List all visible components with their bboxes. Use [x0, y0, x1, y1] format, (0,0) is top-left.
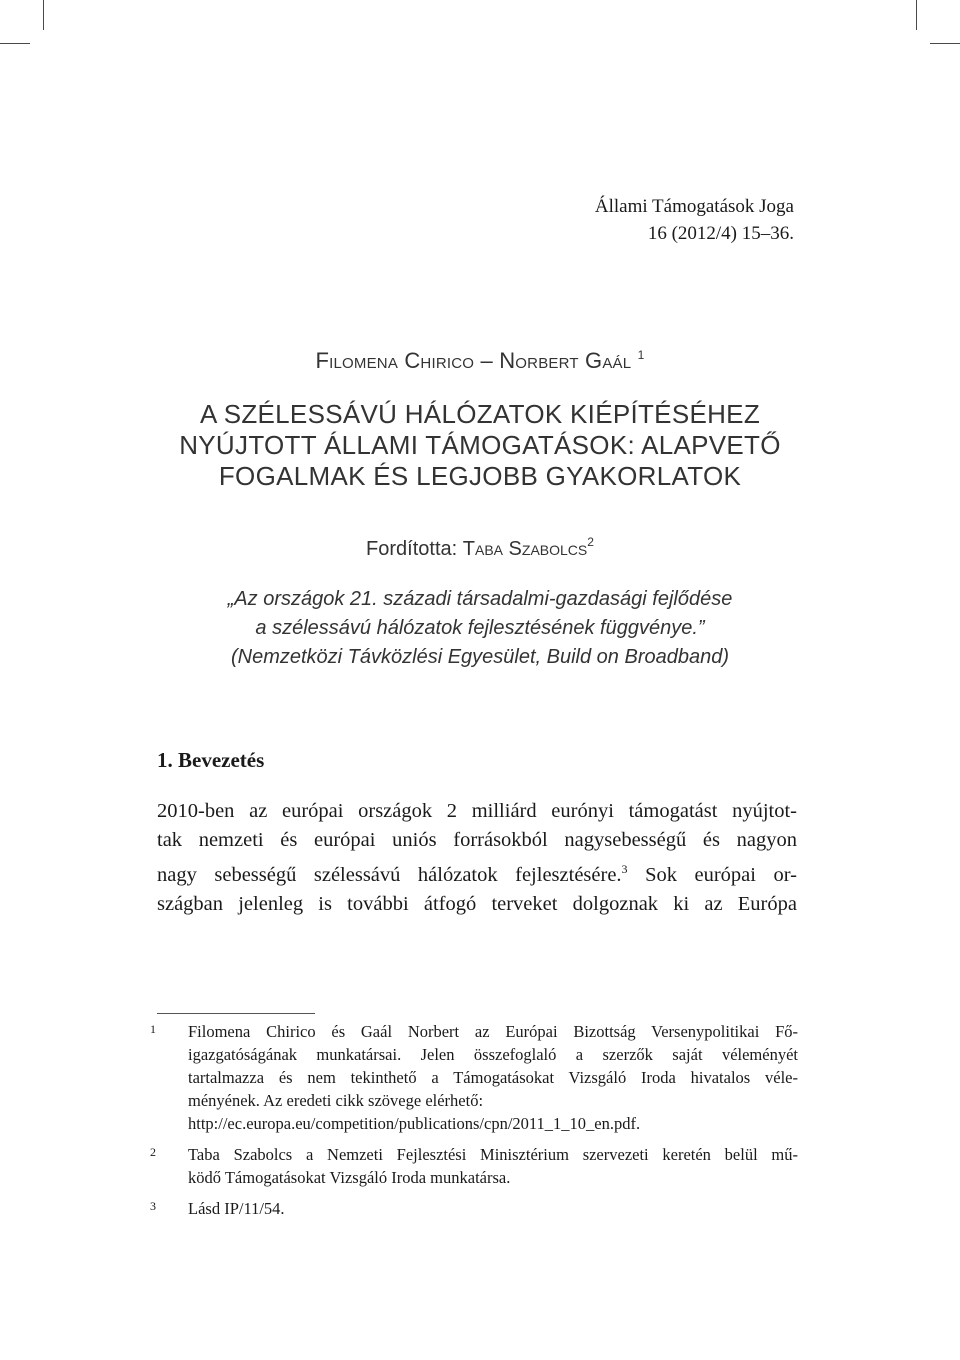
journal-name: Állami Támogatások Joga [594, 196, 794, 217]
body-line: szágban jelenleg is további átfogó terveket dolgoznak ki az Európa [157, 893, 797, 915]
epigraph [0, 585, 960, 672]
section-body [157, 797, 797, 919]
footnote-3 [150, 1197, 798, 1220]
footnote-number: 2 [150, 1145, 156, 1159]
author-second: Norbert Gaál [499, 348, 632, 373]
footnote-line: tartalmazza és nem tekinthető a Támogatásokat Vizsgáló Iroda hivatalos véle- [188, 1068, 798, 1087]
body-line-with-ref [157, 855, 797, 890]
title-line: FOGALMAK ÉS LEGJOBB GYAKORLATOK [218, 461, 742, 491]
title-line: NYÚJTOTT ÁLLAMI TÁMOGATÁSOK: ALAPVETŐ [179, 430, 781, 460]
body-line-tail: Sok európai or- [627, 864, 797, 886]
footnote-number: 1 [150, 1022, 156, 1036]
footnote-line: igazgatóságának munkatársai. Jelen összefoglaló a szerzők saját véleményét [188, 1045, 798, 1064]
translator-line [0, 535, 960, 561]
journal-header [595, 193, 794, 247]
title-line: A SZÉLESSÁVÚ HÁLÓZATOK KIÉPÍTÉSÉHEZ [199, 399, 761, 429]
section-heading: 1. Bevezetés [157, 748, 265, 772]
epigraph-line: a szélessávú hálózatok fejlesztésének függvénye.” [255, 617, 705, 639]
epigraph-line: „Az országok 21. századi társadalmi-gazdasági fejlődése [227, 588, 733, 610]
footnote-rule [157, 1013, 315, 1014]
author-footnote-ref: 1 [637, 348, 645, 362]
crop-mark-top-right-horizontal [930, 43, 960, 44]
footnotes [150, 1020, 798, 1228]
epigraph-source: (Nemzetközi Távközlési Egyesület, Build on Broadband) [230, 646, 730, 668]
author-first: Filomena Chirico [315, 348, 475, 373]
body-line-text: nagy sebességű szélessávú hálózatok fejlesztésére. [157, 864, 622, 886]
footnote-line: Filomena Chirico és Gaál Norbert az Európai Bizottság Versenypolitikai Fő- [188, 1022, 798, 1041]
translator-footnote-ref: 2 [587, 535, 594, 549]
translator-name: Taba Szabolcs [462, 538, 588, 560]
crop-mark-top-left-horizontal [0, 43, 30, 44]
footnote-line: ködő Támogatásokat Vizsgáló Iroda munkatársa. [188, 1168, 511, 1187]
author-separator: – [480, 348, 493, 373]
article-title [0, 399, 960, 492]
crop-mark-top-left-vertical [43, 0, 44, 30]
journal-citation: 16 (2012/4) 15–36. [647, 223, 794, 244]
translator-label: Fordította: [366, 538, 458, 560]
body-footnote-ref: 3 [621, 862, 628, 876]
footnote-line: Taba Szabolcs a Nemzeti Fejlesztési Minisztérium szervezeti keretén belül mű- [188, 1145, 798, 1164]
body-line: tak nemzeti és európai uniós forrásokból nagysebességű és nagyon [157, 829, 797, 851]
footnote-1 [150, 1020, 798, 1135]
footnote-line: ményének. Az eredeti cikk szövege elérhető: [188, 1091, 484, 1110]
crop-mark-top-right-vertical [916, 0, 917, 30]
footnote-link[interactable]: http://ec.europa.eu/competition/publications/cpn/2011_1_10_en.pdf. [188, 1114, 641, 1133]
footnote-2 [150, 1143, 798, 1189]
body-line: 2010-ben az európai országok 2 milliárd eurónyi támogatást nyújtot- [157, 800, 797, 822]
footnote-number: 3 [150, 1199, 156, 1213]
footnote-line: Lásd IP/11/54. [188, 1199, 285, 1218]
author-line [0, 348, 960, 374]
